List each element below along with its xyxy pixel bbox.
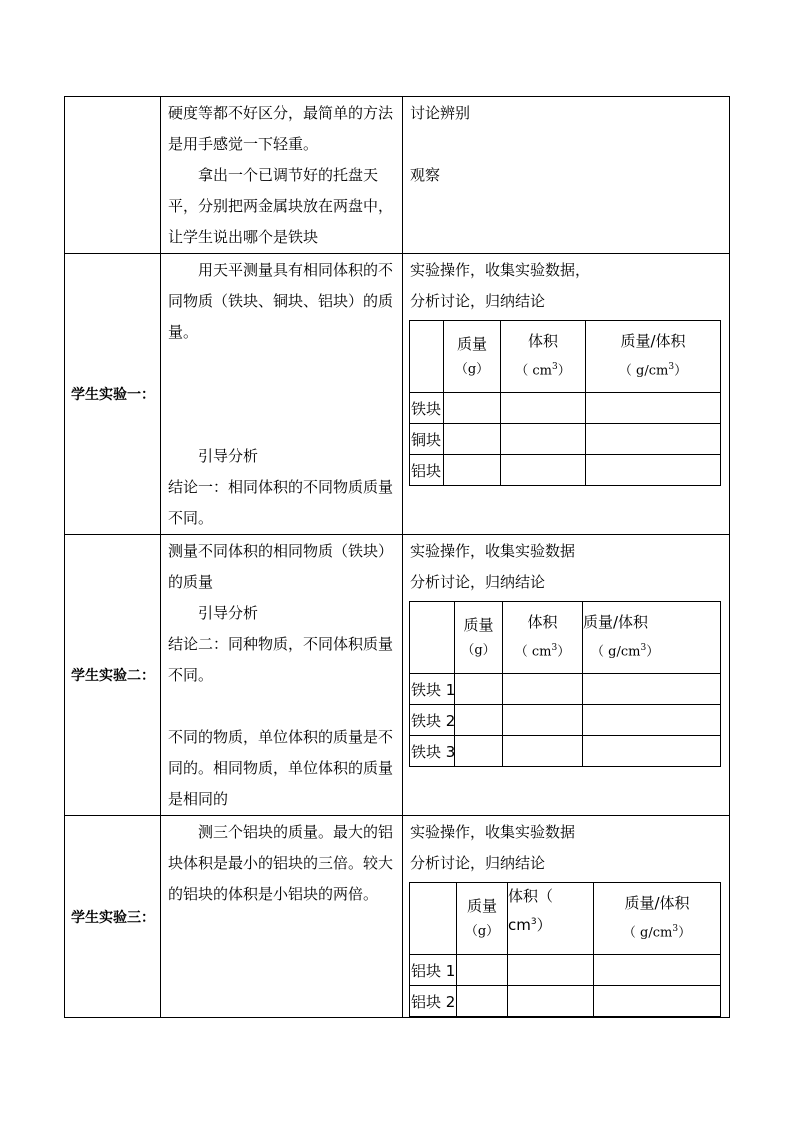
row-label: 铝块 1 <box>410 955 457 986</box>
data-cell[interactable] <box>586 455 721 486</box>
label-cell-empty <box>65 97 161 254</box>
row-label: 铁块 <box>410 393 444 424</box>
table-row <box>65 816 730 1018</box>
data-cell[interactable] <box>508 986 594 1017</box>
teacher-activity-cell <box>161 254 403 535</box>
student-activity-cell <box>403 254 730 535</box>
column-header: 体积 （ $cm^3$） <box>501 321 586 393</box>
data-cell[interactable] <box>455 736 503 767</box>
row-label: 铜块 <box>410 424 444 455</box>
body-text: 分析讨论，归纳结论 <box>410 573 546 591</box>
column-header: 质量 （g） <box>455 602 503 674</box>
body-text: 测量不同体积的相同物质（铁块）的质量 <box>168 542 394 591</box>
data-cell[interactable] <box>583 736 721 767</box>
experiment-label: 学生实验二： <box>65 535 161 816</box>
lesson-plan-table <box>64 96 730 1018</box>
body-text: 引导分析 <box>198 447 259 465</box>
data-cell[interactable] <box>583 674 721 705</box>
teacher-activity-cell <box>161 97 403 254</box>
data-cell[interactable] <box>586 393 721 424</box>
body-text: 不同的物质，单位体积的质量是不同的。相同物质，单位体积的质量是相同的 <box>168 728 394 808</box>
student-activity-cell <box>403 97 730 254</box>
data-table <box>409 601 721 767</box>
data-cell[interactable] <box>457 986 508 1017</box>
column-header: 体积 （ $cm^3$） <box>503 602 583 674</box>
data-cell[interactable] <box>503 705 583 736</box>
data-cell[interactable] <box>586 424 721 455</box>
column-header: 质量 （g） <box>457 883 508 955</box>
row-label: 铝块 2 <box>410 986 457 1017</box>
column-header: 质量/体积 （ $g/cm^3$） <box>594 883 721 955</box>
body-text: 结论一：相同体积的不同物质质量不同。 <box>168 478 394 527</box>
experiment-label: 学生实验一： <box>65 254 161 535</box>
data-cell[interactable] <box>503 674 583 705</box>
data-cell[interactable] <box>455 674 503 705</box>
row-label: 铁块 1 <box>410 674 455 705</box>
body-text: 引导分析 <box>198 604 259 622</box>
teacher-activity-cell <box>161 535 403 816</box>
body-text: 分析讨论，归纳结论 <box>410 292 546 310</box>
column-header: 质量 （g） <box>444 321 501 393</box>
row-label: 铁块 3 <box>410 736 455 767</box>
data-cell[interactable] <box>457 955 508 986</box>
data-cell[interactable] <box>444 455 501 486</box>
data-cell[interactable] <box>444 393 501 424</box>
column-header: 质量/体积 （ $g/cm^3$） <box>583 602 721 674</box>
data-table <box>409 320 721 486</box>
body-text: 硬度等都不好区分，最简单的方法是用手感觉一下轻重。 <box>168 104 394 153</box>
data-cell[interactable] <box>594 955 721 986</box>
row-label: 铁块 2 <box>410 705 455 736</box>
body-text: 测三个铝块的质量。最大的铝块体积是最小的铝块的三倍。较大的铝块的体积是小铝块的两倍。 <box>168 823 394 903</box>
table-row <box>65 535 730 816</box>
body-text: 结论二：同种物质，不同体积质量不同。 <box>168 635 394 684</box>
row-label: 铝块 <box>410 455 444 486</box>
column-header: 体积（ $cm^3$） <box>508 883 594 955</box>
data-cell[interactable] <box>583 705 721 736</box>
data-cell[interactable] <box>594 986 721 1017</box>
data-cell[interactable] <box>444 424 501 455</box>
student-activity-cell <box>403 535 730 816</box>
column-header: 质量/体积 （ $g/cm^3$） <box>586 321 721 393</box>
data-cell[interactable] <box>501 424 586 455</box>
data-cell[interactable] <box>501 455 586 486</box>
data-table <box>409 882 721 1017</box>
data-cell[interactable] <box>455 705 503 736</box>
body-text: 观察 <box>410 166 441 184</box>
body-text: 分析讨论，归纳结论 <box>410 854 546 872</box>
body-text: 实验操作，收集实验数据 <box>410 542 576 560</box>
body-text: 拿出一个已调节好的托盘天平，分别把两金属块放在两盘中，让学生说出哪个是铁块 <box>168 166 394 246</box>
table-row <box>65 97 730 254</box>
data-cell[interactable] <box>503 736 583 767</box>
table-row <box>65 254 730 535</box>
body-text: 讨论辨别 <box>410 104 471 122</box>
data-cell[interactable] <box>501 393 586 424</box>
data-cell[interactable] <box>508 955 594 986</box>
body-text: 实验操作，收集实验数据 <box>410 823 576 841</box>
teacher-activity-cell <box>161 816 403 1018</box>
body-text: 用天平测量具有相同体积的不同物质（铁块、铜块、铝块）的质量。 <box>168 261 394 341</box>
body-text: 实验操作，收集实验数据， <box>410 261 591 279</box>
student-activity-cell <box>403 816 730 1018</box>
experiment-label: 学生实验三： <box>65 816 161 1018</box>
